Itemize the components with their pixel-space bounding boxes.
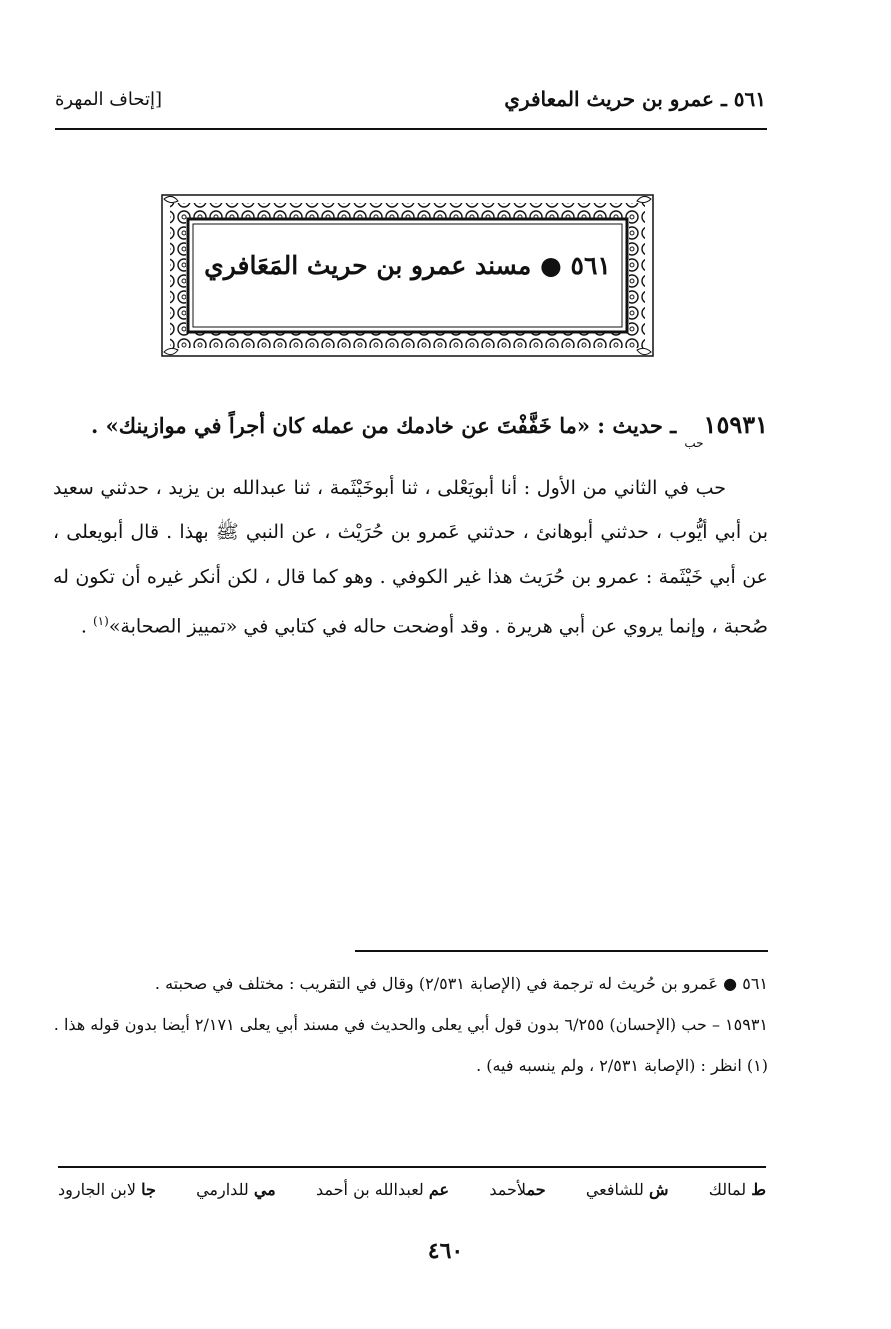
hadith-text: ـ حديث : «ما خَفَّفْتَ عن خادمك من عمله كان أجراً في موازينك» . (90, 413, 677, 438)
abbr-item: ش للشافعي (585, 1180, 669, 1199)
abbreviation-key (58, 1180, 766, 1199)
ornamental-frame (160, 193, 655, 358)
abbr-item: حملأحمد (489, 1180, 546, 1199)
source-marker: حب (684, 436, 704, 450)
running-header (55, 82, 766, 116)
footnote-rule (355, 950, 768, 952)
page-number: ٤٦٠ (427, 1238, 464, 1264)
footnote-entry: ٥٦١ ● عَمرو بن حُريث له ترجمة في (الإصابة ٢/٥٣١) وقال في التقريب : مختلف في صحبته . (154, 974, 768, 993)
isnad-paragraph (53, 466, 768, 649)
book-title: [إتحاف المهرة (55, 88, 163, 110)
paragraph-end: . (80, 615, 93, 638)
abbr-item: مي للدارمي (196, 1180, 276, 1199)
hadith-number: ١٥٩٣١ (703, 410, 768, 439)
hadith-block (53, 403, 768, 649)
section-heading: ٥٦١ ـ عمرو بن حريث المعافري (504, 87, 766, 111)
footnotes (53, 968, 768, 1091)
footnote-entry: ١٥٩٣١ – حب (الإحسان) ٦/٢٥٥ بدون قول أبي يعلى والحديث في مسند أبي يعلى ٢/١٧١ أيضا بدون قوله هذا . (53, 1015, 768, 1034)
footnote-entry: (١) انظر : (الإصابة ٢/٥٣١ ، ولم ينسبه فيه) . (476, 1056, 768, 1075)
bottom-rule (58, 1166, 766, 1168)
footnote-ref: (١) (92, 614, 109, 628)
hadith-heading (53, 403, 768, 466)
isnad-text: حب في الثاني من الأول : أنا أبويَعْلى ، ثنا أبوخَيْثَمة ، ثنا عبدالله بن يزيد ، حدثني سعيد بن أبي أيُّوب ، حدثني أبوهانئ ، حدثني عَمرو بن حُرَيْث ، عن النبي ﷺ بهذا . قال أبويعلى ، عن أبي خَيْثَمة : عمرو بن حُرَيث هذا غير الكوفي . وهو كما قال ، لكن أنكر غيره أن تكون له صُحبة ، وإنما يروي عن أبي هريرة . وقد أوضحت حاله في كتابي في «تمييز الصحابة» (53, 476, 768, 638)
abbr-item: جا لابن الجارود (58, 1180, 156, 1199)
abbr-item: ط لمالك (708, 1180, 766, 1199)
header-rule (55, 128, 767, 130)
abbr-item: عم لعبدالله بن أحمد (316, 1180, 450, 1199)
musnad-title: ٥٦١ ● مسند عمرو بن حريث المَعَافري (204, 251, 611, 280)
